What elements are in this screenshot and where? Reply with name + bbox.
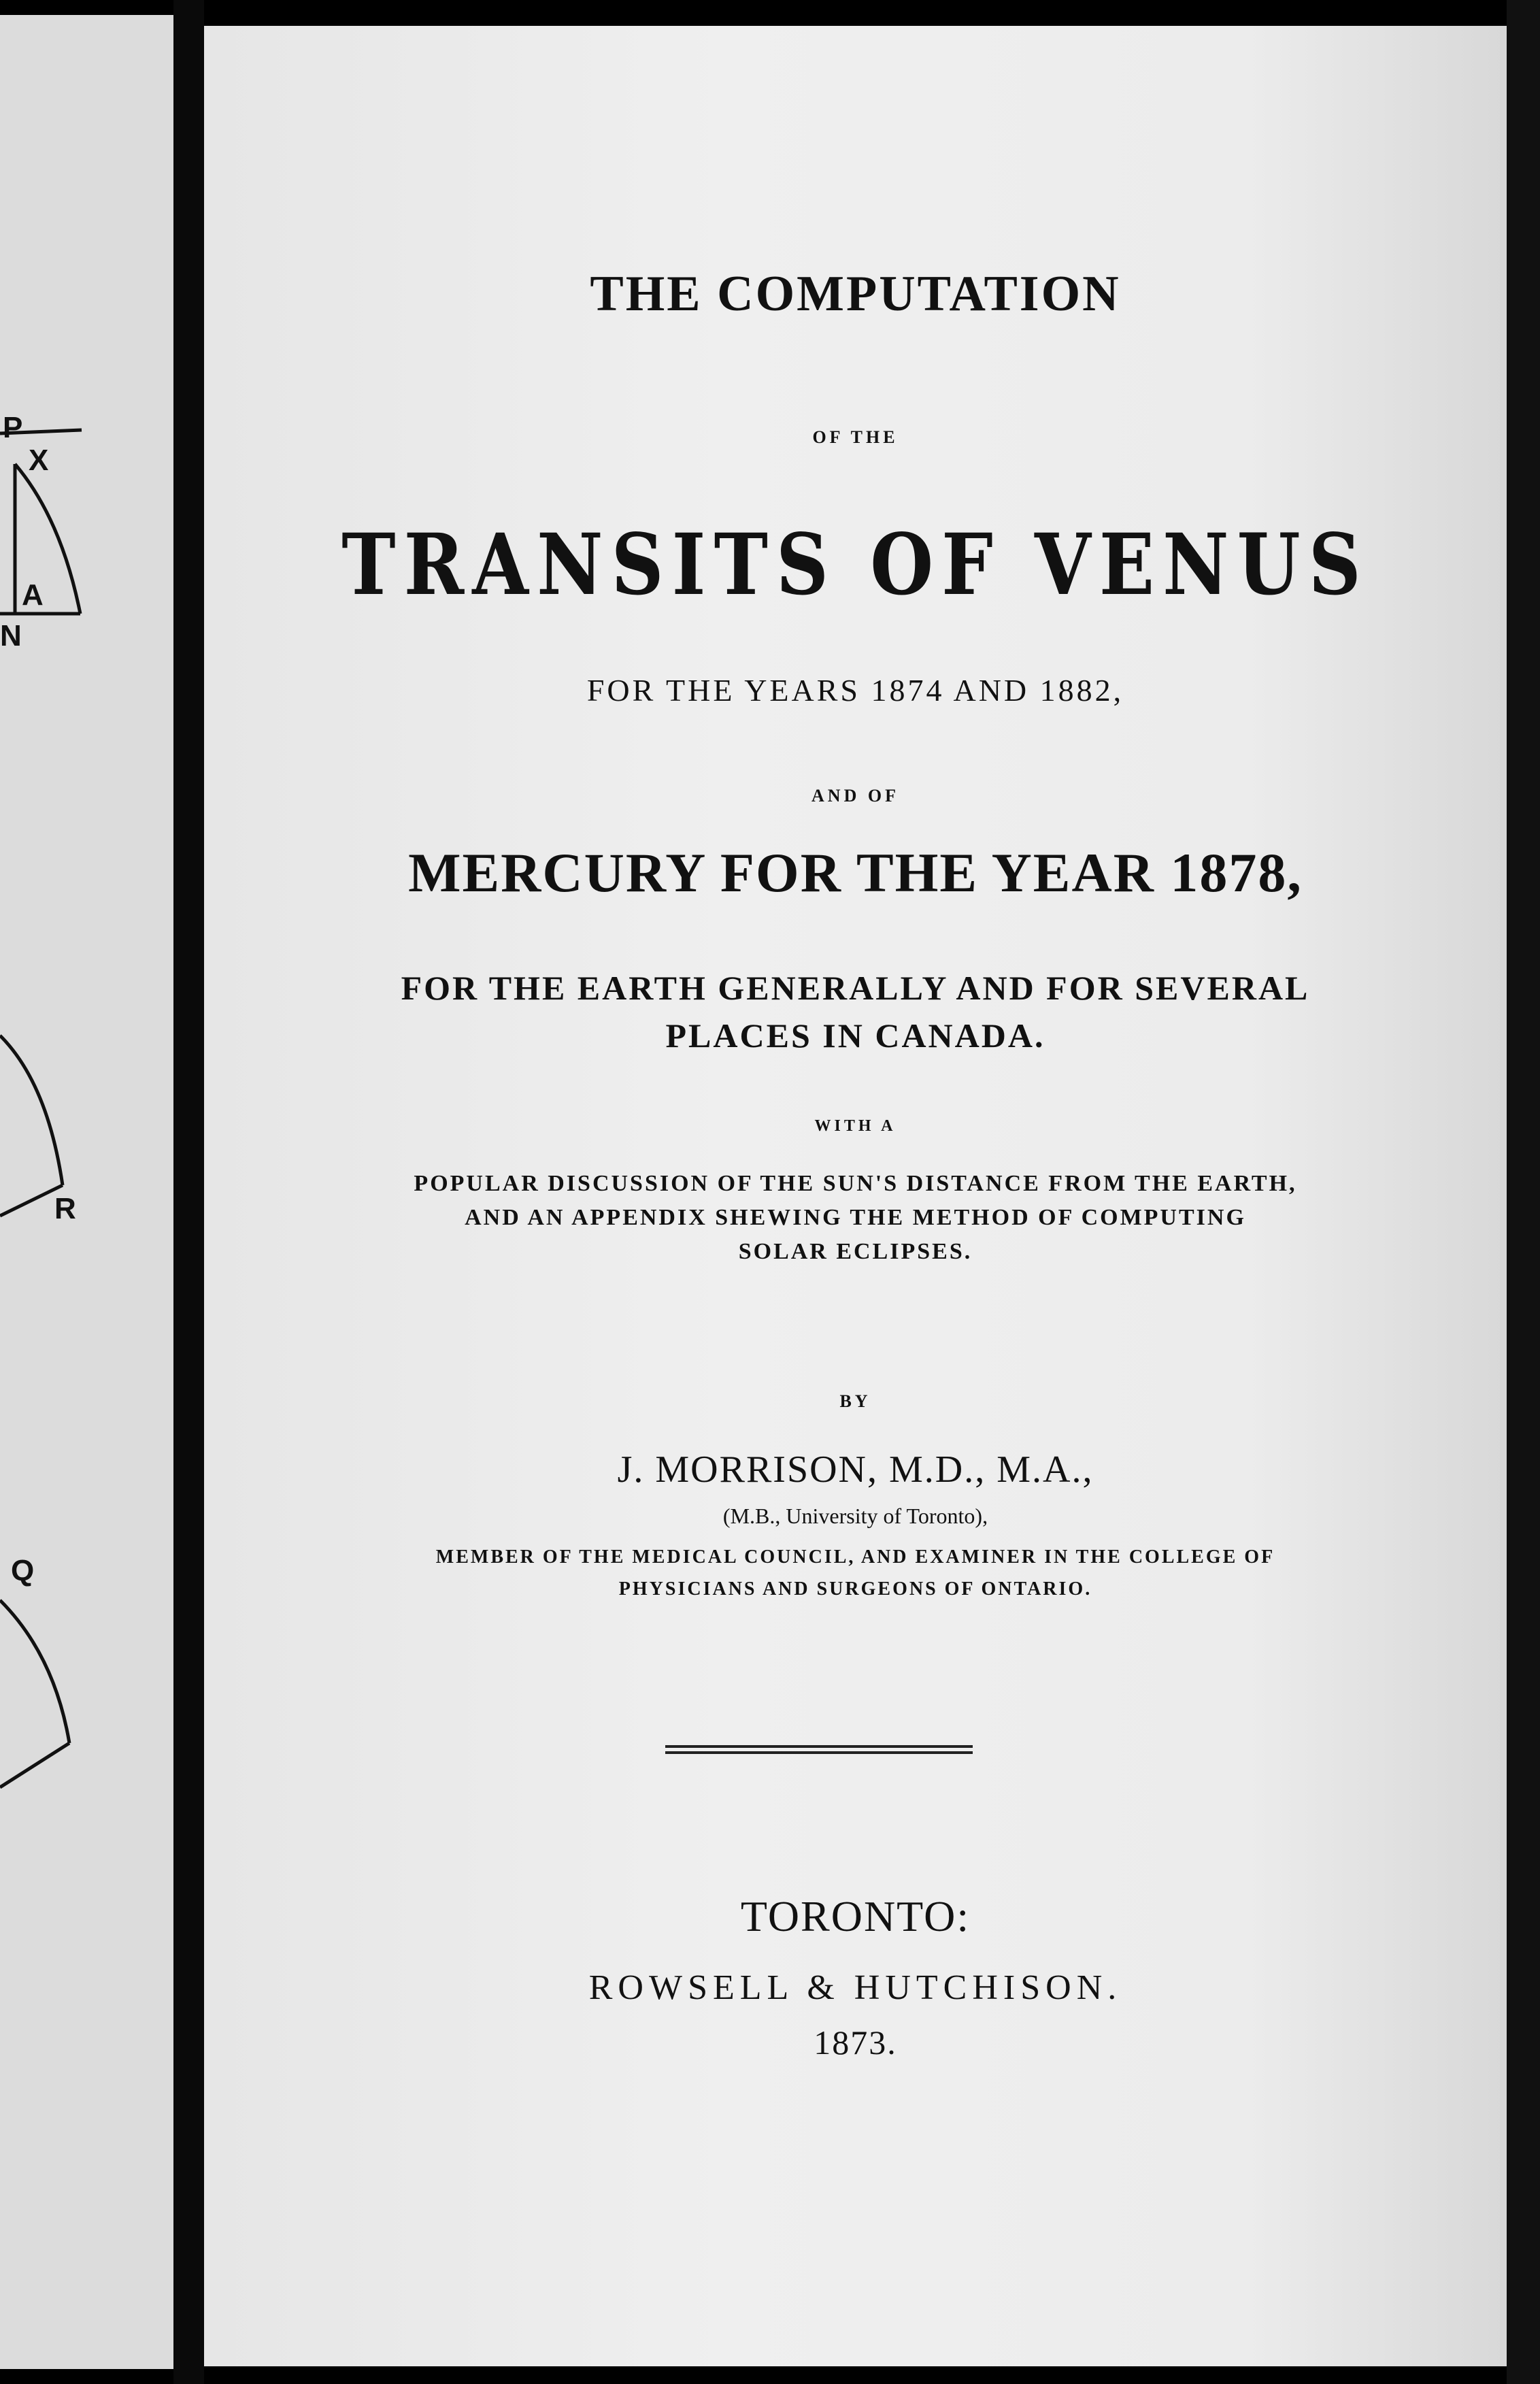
double-rule-divider xyxy=(665,1745,973,1757)
title-line-3: MERCURY FOR THE YEAR 1878, xyxy=(408,842,1303,904)
author-degree: (M.B., University of Toronto), xyxy=(722,1504,988,1528)
book-gutter xyxy=(173,0,204,2384)
title-years: FOR THE YEARS 1874 AND 1882, xyxy=(586,673,1124,708)
publication-year: 1873. xyxy=(814,2023,897,2062)
description-line-2: AND AN APPENDIX SHEWING THE METHOD OF COMPUTING xyxy=(465,1205,1246,1230)
facing-page-diagram xyxy=(0,15,173,2369)
subtitle-line-1: FOR THE EARTH GENERALLY AND FOR SEVERAL xyxy=(401,969,1310,1007)
figure-label-x: X xyxy=(29,444,49,477)
figure-label-a: A xyxy=(22,578,44,612)
publisher-name: ROWSELL & HUTCHISON. xyxy=(588,1968,1122,2007)
figure-label-q: Q xyxy=(11,1554,35,1587)
description-line-1: POPULAR DISCUSSION OF THE SUN'S DISTANCE FROM THE EARTH, xyxy=(414,1171,1297,1196)
connector-with-a: WITH A xyxy=(814,1117,897,1135)
figure-label-n: N xyxy=(0,619,22,652)
subtitle-line-2: PLACES IN CANADA. xyxy=(665,1016,1045,1055)
author-affiliation-line-1: MEMBER OF THE MEDICAL COUNCIL, AND EXAMINER IN THE COLLEGE OF xyxy=(435,1546,1275,1568)
connector-by: BY xyxy=(839,1391,871,1411)
figure-label-r: R xyxy=(54,1192,76,1225)
author-affiliation-line-2: PHYSICIANS AND SURGEONS OF ONTARIO. xyxy=(618,1578,1092,1600)
title-connector-of-the: OF THE xyxy=(812,427,899,447)
title-connector-and-of: AND OF xyxy=(811,786,899,806)
figure-label-p: P xyxy=(3,411,23,444)
publication-city: TORONTO: xyxy=(740,1892,971,1940)
geometry-figures xyxy=(0,15,173,2369)
description-line-3: SOLAR ECLIPSES. xyxy=(738,1239,973,1264)
author-name: J. MORRISON, M.D., M.A., xyxy=(617,1448,1094,1491)
title-line-1: THE COMPUTATION xyxy=(590,266,1121,322)
scan-edge xyxy=(1507,0,1540,2384)
title-line-2: TRANSITS OF VENUS xyxy=(341,516,1369,614)
title-page xyxy=(204,26,1507,2366)
